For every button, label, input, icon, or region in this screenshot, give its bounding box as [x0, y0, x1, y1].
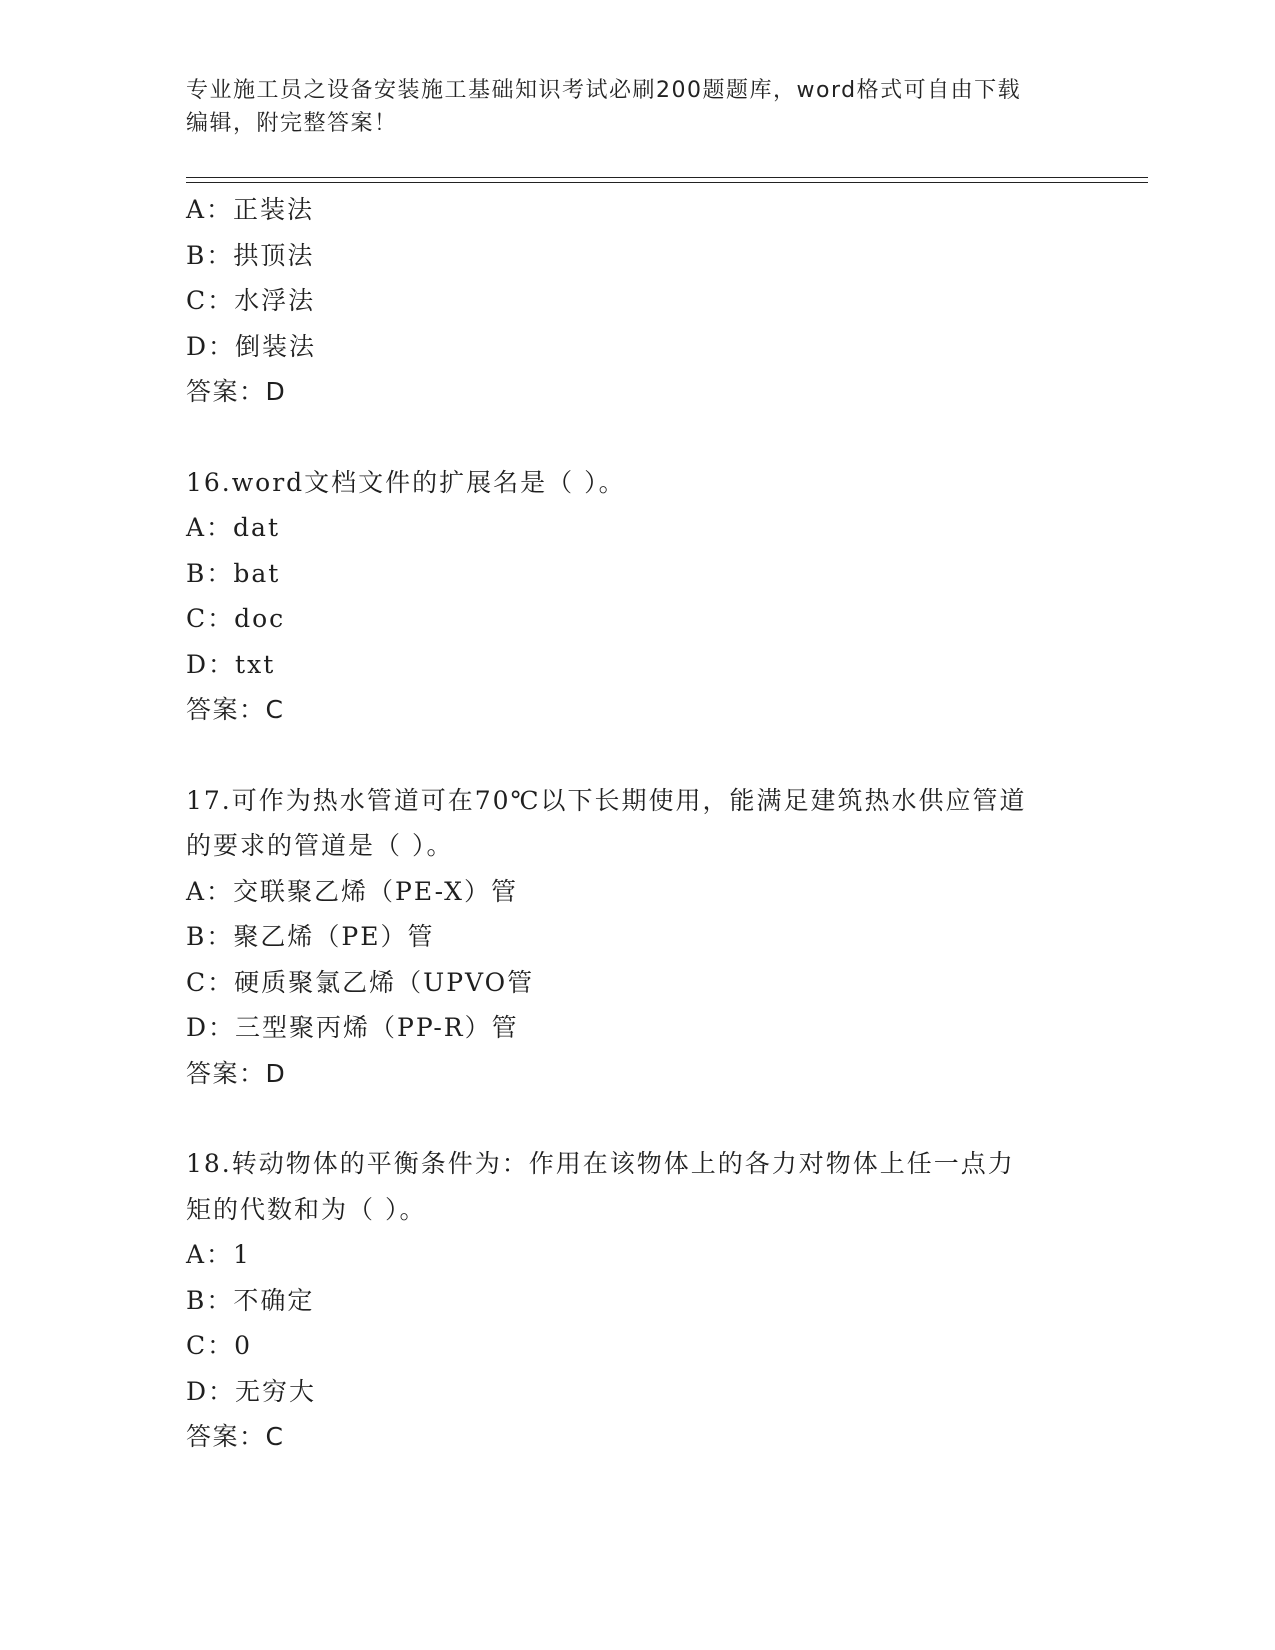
- option-d: D：三型聚丙烯（PP-R）管: [186, 1013, 519, 1042]
- option-d: D：txt: [186, 649, 276, 679]
- spacer: [186, 415, 1086, 460]
- option-b: B：拱顶法: [186, 240, 315, 270]
- answer: 答案：D: [186, 377, 287, 406]
- header-title-line-2: 编辑，附完整答案！: [186, 111, 398, 136]
- header-divider-bottom: [186, 182, 1148, 183]
- question-text: 16.word文档文件的扩展名是（ ）。: [186, 467, 626, 497]
- option-b: B：bat: [186, 558, 281, 588]
- page-header: [186, 74, 1086, 140]
- spacer: [186, 1096, 1086, 1141]
- option-a: A：1: [186, 1240, 251, 1269]
- option-c: C：doc: [186, 604, 286, 633]
- question-text-line-1: 17.可作为热水管道可在70℃以下长期使用，能满足建筑热水供应管道: [186, 785, 1027, 815]
- answer: 答案：C: [186, 695, 285, 724]
- answer: 答案：C: [186, 1422, 285, 1451]
- option-d: D：无穷大: [186, 1376, 317, 1406]
- option-b: B：聚乙烯（PE）管: [186, 922, 435, 951]
- option-c: C：硬质聚氯乙烯（UPVO管: [186, 967, 535, 997]
- header-divider-top: [186, 177, 1148, 178]
- question-text-line-2: 矩的代数和为（ ）。: [186, 1194, 427, 1224]
- option-c: C：水浮法: [186, 286, 316, 315]
- question-17: [186, 778, 1086, 1097]
- option-a: A：正装法: [186, 195, 315, 224]
- question-15: [186, 187, 1086, 415]
- question-text-line-2: 的要求的管道是（ ）。: [186, 831, 454, 860]
- option-a: A：dat: [186, 513, 281, 542]
- option-a: A：交联聚乙烯（PE-X）管: [186, 876, 518, 906]
- answer: 答案：D: [186, 1058, 287, 1088]
- question-16: [186, 460, 1086, 733]
- option-d: D：倒装法: [186, 331, 317, 361]
- header-title-line-1: 专业施工员之设备安装施工基础知识考试必刷200题题库，word格式可自由下载: [186, 78, 1022, 103]
- spacer: [186, 733, 1086, 778]
- option-c: C：0: [186, 1331, 253, 1360]
- question-list: [186, 187, 1086, 1460]
- option-b: B：不确定: [186, 1285, 315, 1315]
- question-text-line-1: 18.转动物体的平衡条件为：作用在该物体上的各力对物体上任一点力: [186, 1149, 1015, 1178]
- question-18: [186, 1141, 1086, 1460]
